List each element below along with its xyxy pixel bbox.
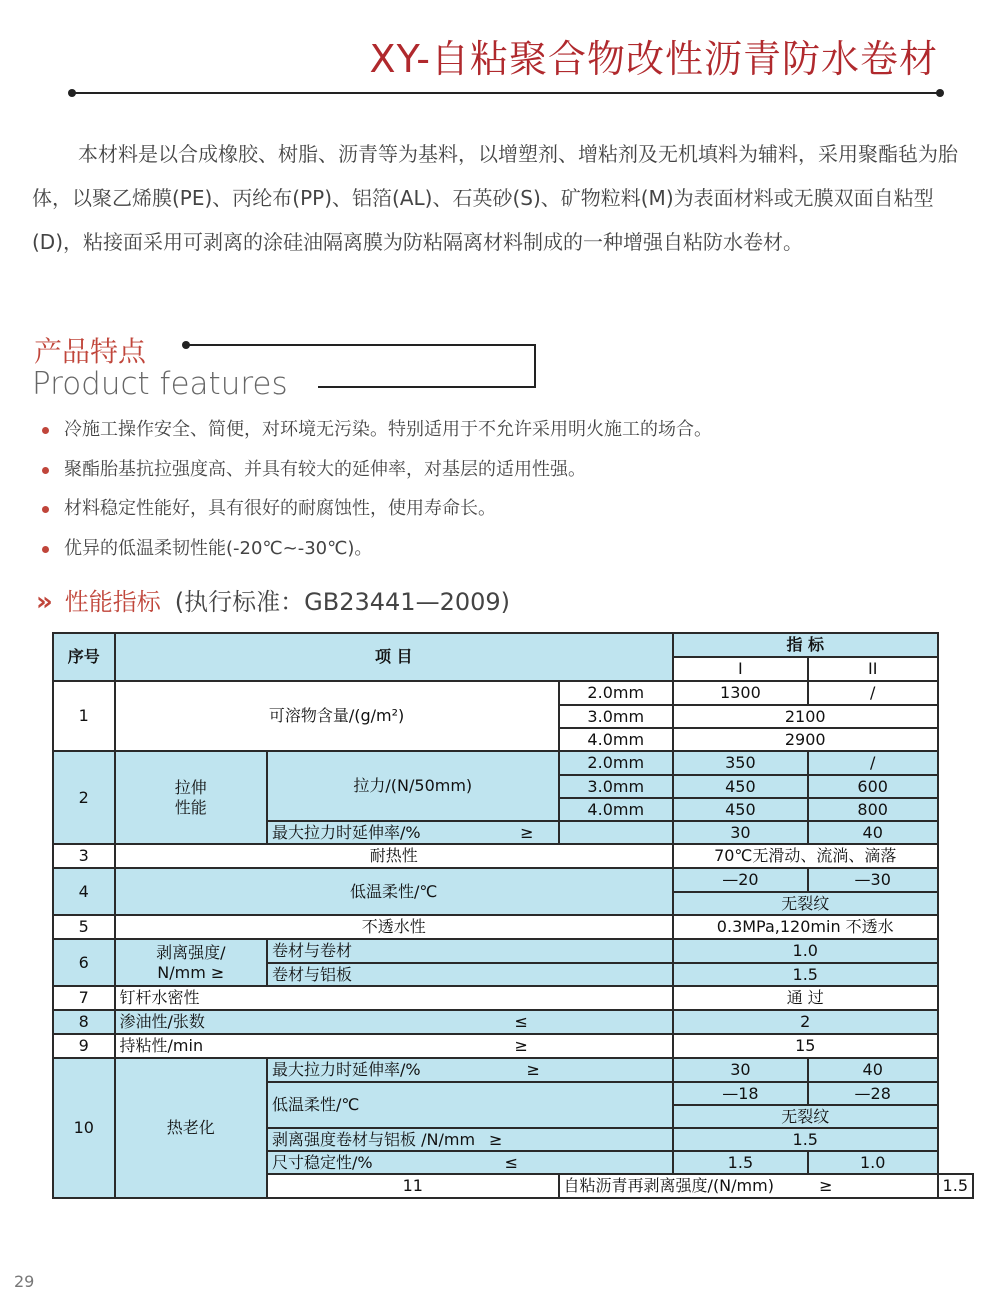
row-item: 最大拉力时延伸率/% ≥ bbox=[267, 821, 559, 844]
value-cell: 2900 bbox=[673, 728, 938, 751]
value-cell: 1.5 bbox=[673, 1151, 808, 1174]
value-cell: —20 bbox=[673, 868, 808, 892]
value-cell: 70℃无滑动、流淌、滴落 bbox=[673, 844, 938, 868]
row-item: 自粘沥青再剥离强度/(N/mm) ≥ bbox=[559, 1174, 938, 1198]
double-chevron-icon: » bbox=[36, 587, 47, 617]
value-cell: 450 bbox=[673, 798, 808, 821]
header-grade-I: I bbox=[673, 657, 808, 681]
row-no: 3 bbox=[53, 844, 115, 868]
value-cell: 1.0 bbox=[808, 1151, 938, 1174]
performance-title: 性能指标 bbox=[64, 588, 161, 616]
value-cell: 350 bbox=[673, 751, 808, 775]
value-cell: 无裂纹 bbox=[673, 1105, 938, 1128]
intro-paragraph: 本材料是以合成橡胶、树脂、沥青等为基料，以增塑剂、增粘剂及无机填料为辅料，采用聚酯毡为胎体，以聚乙烯膜(PE)、丙纶布(PP)、铝箔(AL)、石英砂(S)、矿物粒料(M)为表面材料或无膜双面自粘型(D)，粘接面采用可剥离的涂硅油隔离膜为防粘隔离材料制成的一种增强自粘防水卷材。 bbox=[32, 142, 958, 254]
row-no: 5 bbox=[53, 915, 115, 939]
value-cell: 1.5 bbox=[938, 1174, 973, 1198]
feature-item: 聚酯胎基抗拉强度高、并具有较大的延伸率，对基层的适用性强。 bbox=[42, 450, 712, 490]
value-cell: 30 bbox=[673, 821, 808, 844]
row-item: 低温柔性/℃ bbox=[267, 1082, 673, 1128]
header-no: 序号 bbox=[53, 633, 115, 681]
value-cell: 1.5 bbox=[673, 963, 938, 986]
thickness-cell: 3.0mm bbox=[559, 705, 673, 728]
value-cell: / bbox=[808, 681, 938, 705]
feature-item: 材料稳定性能好，具有很好的耐腐蚀性，使用寿命长。 bbox=[42, 489, 712, 529]
performance-heading bbox=[36, 582, 510, 617]
feature-item: 优异的低温柔韧性能(-20℃~-30℃)。 bbox=[42, 529, 712, 569]
value-cell: 30 bbox=[673, 1058, 808, 1082]
value-cell: 2100 bbox=[673, 705, 938, 728]
value-cell: 通 过 bbox=[673, 986, 938, 1010]
features-heading-en: Product features bbox=[32, 366, 288, 402]
row-item: 卷材与铝板 bbox=[267, 963, 673, 986]
row-item: 耐热性 bbox=[115, 844, 673, 868]
value-cell: 600 bbox=[808, 775, 938, 798]
thickness-cell: 4.0mm bbox=[559, 728, 673, 751]
value-cell: 1.5 bbox=[673, 1128, 938, 1151]
row-no: 1 bbox=[53, 681, 115, 751]
row-no: 7 bbox=[53, 986, 115, 1010]
value-cell: —28 bbox=[808, 1082, 938, 1105]
features-list bbox=[42, 410, 712, 568]
value-cell: 0.3MPa,120min 不透水 bbox=[673, 915, 938, 939]
row-item: 剥离强度卷材与铝板 /N/mm ≥ bbox=[267, 1128, 673, 1151]
row-group: 拉伸 性能 bbox=[115, 751, 268, 844]
feature-item: 冷施工操作安全、简便，对环境无污染。特别适用于不允许采用明火施工的场合。 bbox=[42, 410, 712, 450]
value-cell: —30 bbox=[808, 868, 938, 892]
value-cell: 2 bbox=[673, 1010, 938, 1034]
row-no: 4 bbox=[53, 868, 115, 915]
bracket-dot bbox=[182, 341, 190, 349]
row-item: 低温柔性/℃ bbox=[115, 868, 673, 915]
value-cell: 1.0 bbox=[673, 939, 938, 963]
thickness-cell: 3.0mm bbox=[559, 775, 673, 798]
row-no: 9 bbox=[53, 1034, 115, 1058]
page-number: 29 bbox=[14, 1272, 35, 1291]
row-item: 卷材与卷材 bbox=[267, 939, 673, 963]
header-item: 项 目 bbox=[115, 633, 673, 681]
row-item: 不透水性 bbox=[115, 915, 673, 939]
value-cell: 40 bbox=[808, 1058, 938, 1082]
thickness-cell: 2.0mm bbox=[559, 681, 673, 705]
row-item: 拉力/(N/50mm) bbox=[267, 751, 559, 821]
value-cell: / bbox=[808, 751, 938, 775]
row-no: 11 bbox=[267, 1174, 559, 1198]
value-cell: 450 bbox=[673, 775, 808, 798]
row-item: 可溶物含量/(g/m²) bbox=[115, 681, 559, 751]
page-title: XY-自粘聚合物改性沥青防水卷材 bbox=[369, 37, 938, 81]
row-no: 8 bbox=[53, 1010, 115, 1034]
thickness-cell: 2.0mm bbox=[559, 751, 673, 775]
features-heading-zh: 产品特点 bbox=[34, 335, 147, 368]
spec-table bbox=[52, 632, 974, 1199]
performance-standard: (执行标准：GB23441—2009) bbox=[174, 588, 511, 616]
value-cell: 1300 bbox=[673, 681, 808, 705]
title-divider bbox=[72, 92, 940, 94]
row-item: 钉杆水密性 bbox=[115, 986, 673, 1010]
value-cell: 15 bbox=[673, 1034, 938, 1058]
row-item: 持粘性/min ≥ bbox=[115, 1034, 673, 1058]
row-no: 6 bbox=[53, 939, 115, 986]
row-no: 10 bbox=[53, 1058, 115, 1198]
thickness-cell: 4.0mm bbox=[559, 798, 673, 821]
value-cell: 40 bbox=[808, 821, 938, 844]
row-item: 渗油性/张数 ≤ bbox=[115, 1010, 673, 1034]
value-cell: —18 bbox=[673, 1082, 808, 1105]
row-no: 2 bbox=[53, 751, 115, 844]
header-index: 指 标 bbox=[673, 633, 938, 657]
row-group: 热老化 bbox=[115, 1058, 268, 1198]
row-item: 尺寸稳定性/% ≤ bbox=[267, 1151, 673, 1174]
value-cell: 无裂纹 bbox=[673, 892, 938, 915]
value-cell: 800 bbox=[808, 798, 938, 821]
row-item: 最大拉力时延伸率/% ≥ bbox=[267, 1058, 673, 1082]
row-group: 剥离强度/ N/mm ≥ bbox=[115, 939, 268, 986]
header-grade-II: II bbox=[808, 657, 938, 681]
